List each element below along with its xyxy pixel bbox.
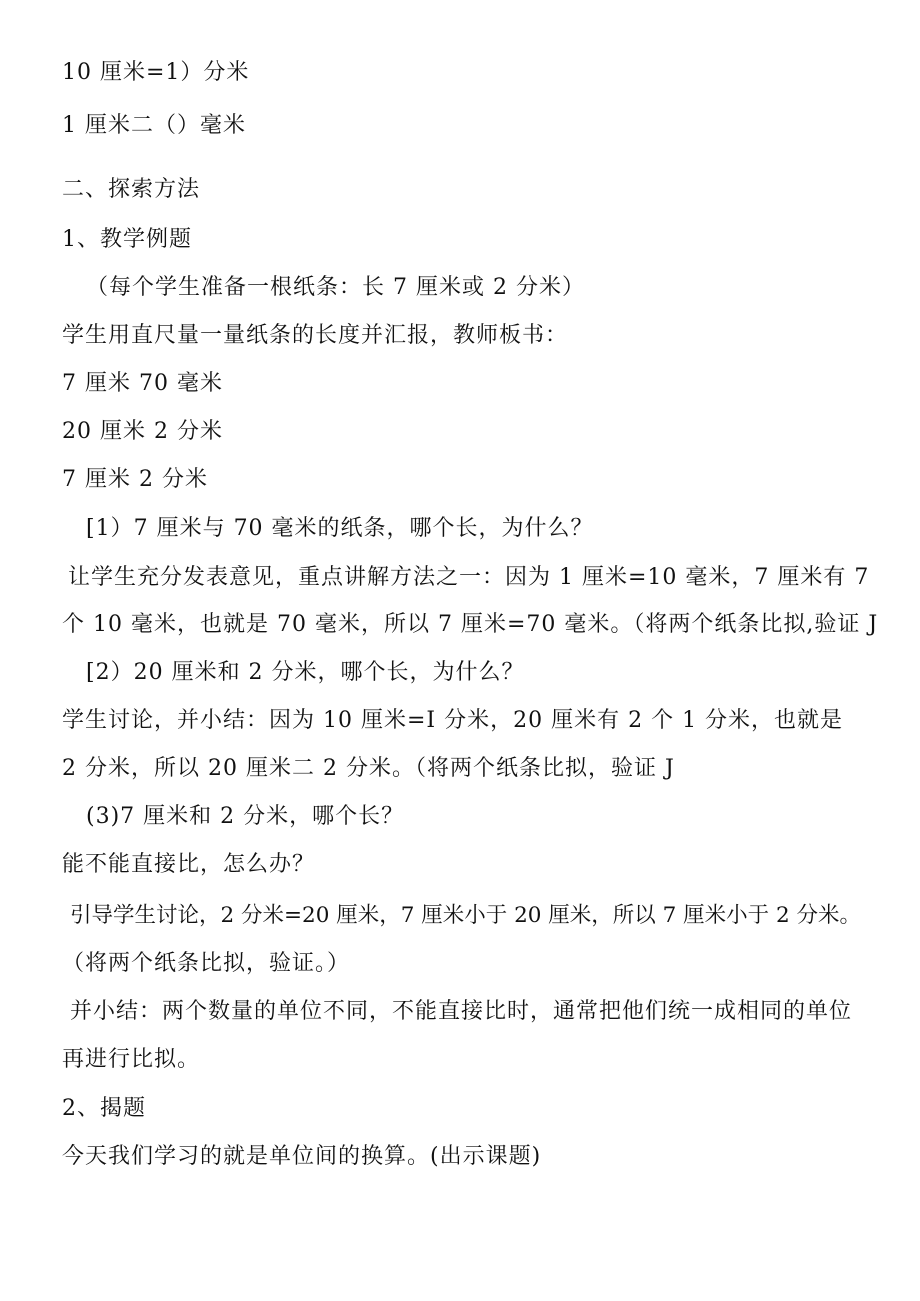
text-line-measure: 学生用直尺量一量纸条的长度并汇报，教师板书： [62, 323, 569, 348]
text-line-prep: （每个学生准备一根纸条：长 7 厘米或 2 分米） [86, 275, 585, 300]
subheading-reveal: 2、揭题 [62, 1096, 146, 1121]
paragraph-1-line-2: 个 10 毫米，也就是 70 毫米，所以 7 厘米=70 毫米。（将两个纸条比拟,验证 J [62, 612, 879, 637]
summary-line-1: 并小结：两个数量的单位不同，不能直接比时，通常把他们统一成相同的单位 [70, 999, 853, 1024]
text-line-compare: 能不能直接比，怎么办？ [62, 852, 316, 877]
board-line-3: 7 厘米 2 分米 [62, 467, 208, 492]
board-line-2: 20 厘米 2 分米 [62, 419, 223, 444]
paragraph-2-line-2: 2 分米，所以 20 厘米二 2 分米。（将两个纸条比拟，验证 J [62, 756, 675, 781]
paragraph-2-line-1: 学生讨论，并小结：因为 10 厘米=I 分米，20 厘米有 2 个 1 分米，也就是 [62, 708, 844, 733]
summary-line-2: 再进行比拟。 [62, 1047, 201, 1072]
section-heading-explore: 二、探索方法 [62, 177, 201, 202]
question-3: (3)7 厘米和 2 分米，哪个长？ [86, 804, 405, 829]
question-2: [2）20 厘米和 2 分米，哪个长，为什么？ [86, 660, 525, 685]
subheading-example: 1、教学例题 [62, 227, 192, 252]
text-line-topic: 今天我们学习的就是单位间的换算。(出示课题) [62, 1144, 542, 1169]
board-line-1: 7 厘米 70 毫米 [62, 371, 223, 396]
text-line-1: 10 厘米=1）分米 [62, 60, 250, 85]
paragraph-3-line-1: 引导学生讨论，2 分米=20 厘米，7 厘米小于 20 厘米，所以 7 厘米小于 2 分米。 [70, 903, 861, 928]
text-line-2: 1 厘米二（）毫米 [62, 113, 246, 138]
question-1: [1）7 厘米与 70 毫米的纸条，哪个长，为什么？ [86, 516, 594, 541]
paragraph-1-line-1: 让学生充分发表意见，重点讲解方法之一：因为 1 厘米=10 毫米，7 厘米有 7 [68, 565, 870, 590]
paragraph-3-line-2: （将两个纸条比拟，验证。） [62, 951, 351, 976]
